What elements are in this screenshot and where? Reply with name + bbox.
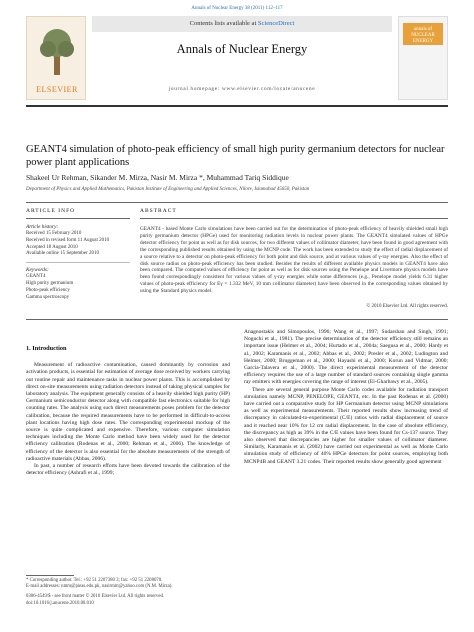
tree-icon — [37, 25, 77, 77]
article-authors: Shakeel Ur Rehman, Sikander M. Mirza, Nasir M. Mirza *, Muhammad Tariq Siddique — [26, 173, 289, 182]
history-line: Available online 15 September 2010 — [26, 251, 99, 257]
keyword: Photo-peak efficiency — [26, 287, 70, 293]
journal-title: Annals of Nuclear Energy — [176, 42, 308, 56]
cover-text: annals of NUCLEAR ENERGY — [411, 27, 435, 44]
keyword: GEANT4 — [26, 274, 46, 280]
body-paragraph: There are several general purpose Monte Carlo codes available for radiation transport simulation namely MCNP, PENELOPE, GEANT4, etc. In the past Rodenas et al. (2000) have carried out a comparative study for HP Germanium detector using MCNP simulations as well as experimental measurements. Their reported results show increasing trend of discrepancy in calculated-to-experimental (C/E) ratios with radial displacement of source and it reached near 10% for 12 cm radial displacement. In the case of absolute efficiency, the discrepancy as high as 39% in the C/E values have been found for Cs-137 source. They also observed that discrepancies are higher for smaller values of collimator diameter. Similarly, Karamanis et al. (2002) have carried out experimental as well as Monte Carlo simulation study of efficiency of 40% HPGe detectors for point sources, employing both MCNP4B and GEANT 3.21 codes. Their reported results show generally good agreement — [244, 386, 448, 465]
body-paragraph: Measurement of radioactive contamination, caused dominantly by corrosion and activation products, is essential for estimation of average dose received by workers carrying out routine repair and maintenance tasks in nuclear power plants. This is accomplished by direct on-site measurements using radiation detectors instead of taking physical samples for laboratory analysis. The equipment generally consists of a heavily shielded high purity (HP) Germanium semiconductor detector along with compatible fast electronics suitable for high counting rates. The analysis using such direct measurements poses problem for the detector calibration, because the required measurements have to be performed in difficult-to-access plant locations having high dose rates. The corresponding experimental mockup of the source is quite complicated and expensive. Therefore, various computer simulation techniques including the Monte Carlo method have been widely used for the detector efficiency calibration (Rodenas et al., 2000; Rehman et al., 2006). The knowledge of efficiency of the detector is also essential for the absolute measurements of the strength of radioactive materials (Abbas, 2006). — [26, 362, 230, 462]
article-info — [26, 208, 130, 301]
footnotes — [26, 575, 230, 607]
body-left-column — [26, 329, 230, 477]
article-affiliation: Department of Physics and Applied Mathematics, Pakistan Institute of Engineering and Applied Sciences, Nilore, Islamabad 45650, Pakistan — [26, 187, 310, 192]
abstract-text: GEANT4 - based Monte Carlo simulations have been carried out for the determination of photo-peak efficiency of heavily shielded small high purity germanium detector (HPGe) used for monitoring radiation levels in nuclear power plants. The GEANT4 simulated values of HPGe detector efficiency for point as well as for disk sources, for two different values of collimator diameter, have been found in good agreement with the corresponding published results obtained by using the MCNP code. The work has been extended to study the effect of radial displacement of a source relative to a detector on photo-peak efficiency for both point and disk source, and at various values of γ-ray energies. Also the effect of disk source radius on photo-peak efficiency has been studied. Besides the results of different available physics models in GEANT4 have also been compared. The computed values of efficiency for point as well as for disk sources using the Penelope and Livermore physics models have been found correspondingly consistent for various values of γ-ray energies while some differences (e.g., Penelope model yields 6.31 higher values of photo-peak efficiency for Eγ = 1.332 MeV, 10 mm collimator diameter) have been observed in the corresponding values obtained by using the Standard physics model. — [140, 226, 448, 295]
abstract-rule — [140, 218, 448, 219]
contents-bar — [92, 16, 392, 32]
abstract-copyright: © 2010 Elsevier Ltd. All rights reserved. — [366, 304, 448, 309]
body-paragraph: In past, a number of research efforts have been devoted towards the calibration of the detector efficiency (Ashrafi et al., 1999; — [26, 463, 230, 477]
history-line: Received 15 February 2010 — [26, 231, 82, 236]
abstract-heading: ABSTRACT — [140, 208, 177, 214]
citation: Annals of Nuclear Energy 38 (2011) 112–117 — [191, 6, 283, 11]
footnote-rule — [26, 575, 74, 576]
abstract-end-rule — [26, 319, 448, 320]
keyword: High purity germanium — [26, 280, 74, 286]
keywords-label: Keywords: — [26, 267, 49, 274]
body-paragraph: Anagnostakis and Simopoulos, 1996; Wang et al., 1997; Sudarshan and Singh, 1991; Noguchi et al., 1981). The precise determination of the detector efficiency still remains an important issue (Helmer et al., 2004; Hurtado et al., 2004a; Saegusa et al., 2000; Hardy et al., 2002; Karamanis et al., 2002; Abbas et al., 2002; Presler et al., 2002; Ludington and Helmer, 2000; Bruggeman et al., 2000; Hayashi et al., 2000; Korun and Vidmar, 2000; Garcia-Talavera et al., 2000). The direct experimental measurement of the detector efficiency requires the use of a large number of standard sources containing single gamma ray emitters with energies covering the range of interest (El-Gharbawy et al., 2005). — [244, 329, 448, 386]
journal-cover — [398, 16, 448, 100]
article-info-heading: ARTICLE INFO — [26, 208, 76, 214]
footnote-email[interactable]: E-mail addresses: nmm@pieas.edu.pk, nasirmm@yahoo.com (N.M. Mirza). — [26, 584, 173, 590]
keyword: Gamma spectroscopy — [26, 294, 70, 300]
history-line: Accepted 18 August 2010 — [26, 244, 78, 250]
doi[interactable]: doi:10.1016/j.anucene.2010.08.010 — [26, 600, 94, 606]
body-right-column — [244, 329, 448, 466]
intro-heading: 1. Introduction — [26, 345, 67, 352]
journal-homepage[interactable]: journal homepage: www.elsevier.com/locate/anucene — [168, 86, 316, 92]
info-rule — [26, 218, 130, 219]
contents-prefix: Contents lists available at — [189, 20, 258, 27]
footnote-correspondence: * Corresponding author. Tel.: +92 51 2207380 3; fax: +92 51 2208070. — [26, 578, 163, 583]
journal-header — [26, 16, 448, 102]
abstract-header — [140, 208, 448, 219]
front-matter: 0306-4549/$ - see front matter © 2010 Elsevier Ltd. All rights reserved. — [26, 594, 165, 600]
publisher-logo — [26, 16, 86, 100]
affiliation-rule — [26, 202, 448, 203]
sciencedirect-link[interactable]: ScienceDirect — [257, 20, 295, 27]
header-rule — [26, 105, 448, 107]
history-label: Article history: — [26, 224, 59, 230]
publisher-name: ELSEVIER — [36, 85, 78, 94]
history-line: Received in revised form 11 August 2010 — [26, 237, 110, 243]
keywords-rule — [26, 262, 130, 263]
article-title: GEANT4 simulation of photo-peak efficiency of small high purity germanium detectors for nuclear power plant applications — [26, 144, 445, 168]
journal-band — [92, 16, 392, 100]
